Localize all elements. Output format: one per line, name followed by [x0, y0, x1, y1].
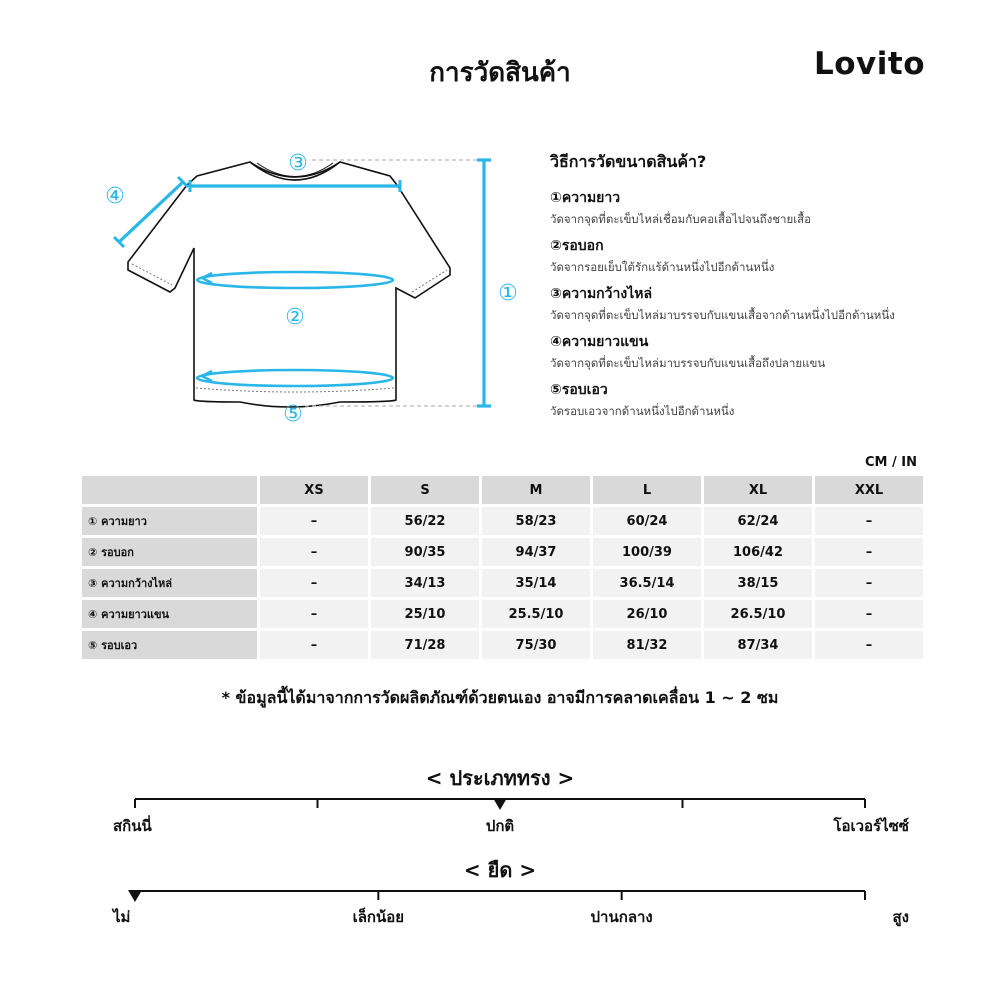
table-cell: –: [260, 600, 368, 628]
measurement-item-label: ความยาว: [561, 190, 621, 206]
stretch-scale-label: ไม่: [113, 908, 131, 926]
table-cell: 106/42: [704, 538, 812, 566]
marker-waist: ⑤: [283, 402, 303, 427]
table-cell: –: [815, 538, 923, 566]
size-table: [79, 473, 926, 662]
marker-shoulder: ③: [288, 151, 308, 176]
measurement-guide-title: วิธีการวัดขนาดสินค้า?: [550, 152, 707, 171]
measurement-item-name: [550, 283, 970, 305]
table-cell: –: [815, 569, 923, 597]
table-row: [82, 569, 923, 597]
table-cell: 71/28: [371, 631, 479, 659]
table-row: [82, 507, 923, 535]
stretch-selected-marker: [128, 890, 142, 902]
row-label: ④ ความยาวแขน: [82, 600, 257, 628]
table-cell: 38/15: [704, 569, 812, 597]
measurement-item: [550, 283, 970, 325]
size-header: L: [593, 476, 701, 504]
table-cell: 25.5/10: [482, 600, 590, 628]
table-cell: 75/30: [482, 631, 590, 659]
measurement-item: [550, 235, 970, 277]
measurement-item-marker: ②: [550, 238, 562, 254]
measurement-item-name: [550, 235, 970, 257]
measurement-item-name: [550, 187, 970, 209]
stretch-title: < ยืด >: [463, 858, 537, 882]
tshirt-diagram: [90, 140, 540, 430]
table-cell: 36.5/14: [593, 569, 701, 597]
stretch-scale-label: ปานกลาง: [590, 908, 653, 926]
stretch-scale-label: เล็กน้อย: [352, 908, 405, 926]
table-row: [82, 631, 923, 659]
table-cell: –: [260, 538, 368, 566]
row-label: ③ ความกว้างไหล่: [82, 569, 257, 597]
brand-logo: Lovito: [814, 46, 926, 82]
row-label: ⑤ รอบเอว: [82, 631, 257, 659]
size-header: XL: [704, 476, 812, 504]
measurement-item: [550, 187, 970, 229]
fit-scale-label: ปกติ: [485, 817, 515, 835]
table-cell: 62/24: [704, 507, 812, 535]
size-header: XXL: [815, 476, 923, 504]
measurement-guide: [550, 150, 970, 427]
marker-sleeve: ④: [105, 184, 125, 209]
fit-scale-label: โอเวอร์ไซซ์: [833, 817, 909, 835]
table-cell: 56/22: [371, 507, 479, 535]
measurement-note: * ข้อมูลนี้ได้มาจากการวัดผลิตภัณฑ์ด้วยตนเอง อาจมีการคลาดเคลื่อน 1 ~ 2 ซม: [221, 688, 779, 707]
measurement-item-marker: ①: [550, 190, 562, 206]
measurement-item-label: รอบเอว: [561, 382, 608, 398]
size-header: M: [482, 476, 590, 504]
table-cell: 25/10: [371, 600, 479, 628]
table-cell: 87/34: [704, 631, 812, 659]
table-cell: –: [815, 631, 923, 659]
measurement-item-desc: วัดจากรอยเย็บใต้รักแร้ด้านหนึ่งไปอีกด้านหนึ่ง: [550, 260, 775, 274]
table-cell: 100/39: [593, 538, 701, 566]
size-header: S: [371, 476, 479, 504]
measurement-item-desc: วัดรอบเอวจากด้านหนึ่งไปอีกด้านหนึ่ง: [550, 404, 735, 418]
table-cell: –: [815, 600, 923, 628]
table-row: [82, 538, 923, 566]
measurement-item-marker: ⑤: [550, 382, 562, 398]
stretch-scale-label: สูง: [892, 908, 909, 926]
table-cell: –: [260, 569, 368, 597]
table-cell: 34/13: [371, 569, 479, 597]
measurement-item-label: ความยาวแขน: [561, 334, 649, 350]
measurement-item-name: [550, 379, 970, 401]
table-cell: –: [260, 507, 368, 535]
row-label: ② รอบอก: [82, 538, 257, 566]
table-cell: 60/24: [593, 507, 701, 535]
table-cell: 35/14: [482, 569, 590, 597]
measurement-item-name: [550, 331, 970, 353]
unit-label: CM / IN: [865, 455, 917, 470]
row-label: ① ความยาว: [82, 507, 257, 535]
table-row: [82, 600, 923, 628]
measurement-item-label: รอบอก: [561, 238, 604, 254]
table-cell: 90/35: [371, 538, 479, 566]
measurement-item-marker: ④: [550, 334, 562, 350]
page-title: การวัดสินค้า: [429, 58, 571, 88]
table-cell: –: [260, 631, 368, 659]
table-cell: –: [815, 507, 923, 535]
table-cell: 26/10: [593, 600, 701, 628]
size-header: XS: [260, 476, 368, 504]
measurement-item-desc: วัดจากจุดที่ตะเข็บไหล่มาบรรจบกับแขนเสื้อถึงปลายแขน: [550, 356, 826, 370]
fit-scale-label: สกินนี่: [113, 817, 152, 835]
measurement-item-desc: วัดจากจุดที่ตะเข็บไหล่เชื่อมกับคอเสื้อไปจนถึงชายเสื้อ: [550, 212, 812, 226]
measurement-item-desc: วัดจากจุดที่ตะเข็บไหล่มาบรรจบกับแขนเสื้อจากด้านหนึ่งไปอีกด้านหนึ่ง: [550, 308, 895, 322]
fit-selected-marker: [493, 798, 507, 810]
measurement-item: [550, 331, 970, 373]
measurement-item-marker: ③: [550, 286, 562, 302]
table-cell: 81/32: [593, 631, 701, 659]
table-cell: 94/37: [482, 538, 590, 566]
table-corner: [82, 476, 257, 504]
measurement-item-label: ความกว้างไหล่: [561, 286, 653, 302]
fit-type-title: < ประเภททรง >: [425, 766, 575, 790]
marker-chest: ②: [285, 305, 305, 330]
marker-length: ①: [498, 281, 518, 306]
table-cell: 26.5/10: [704, 600, 812, 628]
measurement-item: [550, 379, 970, 421]
table-cell: 58/23: [482, 507, 590, 535]
